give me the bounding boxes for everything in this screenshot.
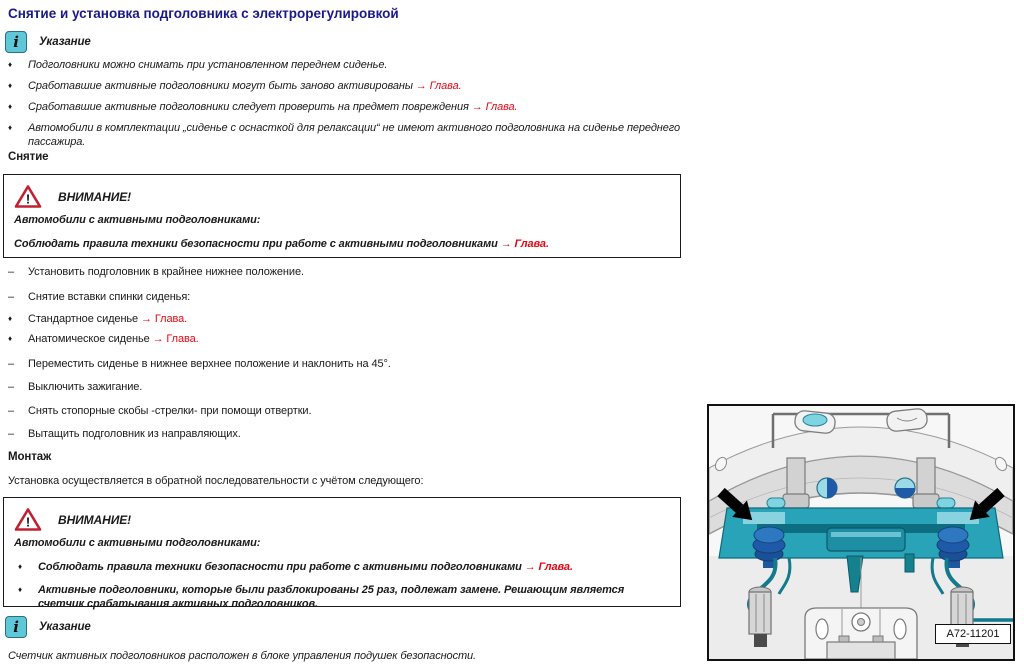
chapter-link[interactable]: → Глава. [500, 238, 549, 250]
dash-marker: – [8, 266, 15, 278]
step-item [0, 312, 690, 327]
svg-text:!: ! [25, 191, 31, 207]
warning-item [4, 560, 680, 575]
chapter-link[interactable]: → Глава. [471, 101, 518, 113]
step-text: Переместить сиденье в нижнее верхнее положение и наклонить на 45°. [28, 358, 391, 370]
info-icon: i [5, 616, 27, 638]
bullet-marker: ♦ [8, 81, 12, 90]
warning-text: Активные подголовники, которые были разблокированы 25 раз, подлежат замене. Решающим является счетчик срабатывания активных подголовников. [38, 584, 625, 610]
step-text: Выключить зажигание. [28, 381, 143, 393]
list-item [0, 121, 690, 148]
warning-line [14, 237, 664, 251]
dash-marker: – [8, 428, 15, 440]
chapter-link[interactable]: → Глава. [141, 313, 188, 325]
bullet-marker: ♦ [8, 314, 12, 323]
dash-marker: – [8, 291, 15, 303]
warning-text: Соблюдать правила техники безопасности при работе с активными подголовниками [14, 238, 501, 250]
warning-subtitle: Автомобили с активными подголовниками: [14, 214, 261, 226]
seat-frame-illustration [707, 404, 1015, 661]
list-item [0, 58, 690, 73]
list-item [0, 79, 690, 94]
note-bottom-header [5, 616, 91, 638]
warning-header [14, 507, 680, 532]
item-text: Сработавшие активные подголовники следует проверить на предмет повреждения [28, 101, 472, 113]
chapter-link[interactable]: → Глава. [152, 333, 199, 345]
warning-box-removal [3, 174, 681, 258]
section-heading-removal: Снятие [8, 151, 49, 163]
note-bottom-text: Счетчик активных подголовников расположен в блоке управления подушек безопасности. [8, 650, 477, 662]
warning-title: ВНИМАНИЕ! [58, 512, 132, 527]
step-text: Снятие вставки спинки сиденья: [28, 291, 191, 303]
step-text: Стандартное сиденье [28, 313, 142, 325]
warning-triangle-icon [14, 507, 42, 532]
dash-marker: – [8, 358, 15, 370]
svg-text:!: ! [25, 514, 31, 530]
warning-title: ВНИМАНИЕ! [58, 189, 132, 204]
warning-text: Соблюдать правила техники безопасности при работе с активными подголовниками [38, 561, 525, 573]
bullet-marker: ♦ [18, 562, 22, 571]
section-heading-installation: Монтаж [8, 451, 52, 463]
note-label: Указание [39, 36, 91, 48]
bullet-marker: ♦ [8, 60, 12, 69]
warning-triangle-icon [14, 184, 42, 209]
bullet-marker: ♦ [8, 123, 12, 132]
step-text: Установить подголовник в крайнее нижнее положение. [28, 266, 304, 278]
warning-subtitle: Автомобили с активными подголовниками: [14, 537, 261, 549]
installation-intro: Установка осуществляется в обратной последовательности с учётом следующего: [8, 475, 424, 487]
step-text: Анатомическое сиденье [28, 333, 153, 345]
step-item [0, 332, 690, 347]
list-item [0, 100, 690, 115]
figure-label: A72-11201 [935, 624, 1011, 644]
chapter-link[interactable]: → Глава. [415, 80, 462, 92]
bullet-marker: ♦ [18, 585, 22, 594]
item-text: Автомобили в комплектации „сиденье с оснасткой для релаксации“ не имеют активного подголовника на сиденье переднего пассажира. [28, 122, 680, 148]
item-text: Сработавшие активные подголовники могут быть заново активированы [28, 80, 416, 92]
warning-item [4, 583, 680, 610]
bullet-marker: ♦ [8, 102, 12, 111]
page-title: Снятие и установка подголовника с электрорегулировкой [8, 6, 399, 21]
seat-frame-drawing [709, 406, 1013, 659]
note-label: Указание [39, 621, 91, 633]
item-text: Подголовники можно снимать при установленном переднем сиденье. [28, 59, 388, 71]
warning-box-installation [3, 497, 681, 610]
step-text: Снять стопорные скобы -стрелки- при помощи отвертки. [28, 405, 312, 417]
dash-marker: – [8, 405, 15, 417]
note-top-header [5, 31, 91, 53]
info-icon: i [5, 31, 27, 53]
chapter-link[interactable]: → Глава. [524, 561, 573, 573]
step-text: Вытащить подголовник из направляющих. [28, 428, 241, 440]
warning-header [14, 184, 680, 209]
dash-marker: – [8, 381, 15, 393]
bullet-marker: ♦ [8, 334, 12, 343]
